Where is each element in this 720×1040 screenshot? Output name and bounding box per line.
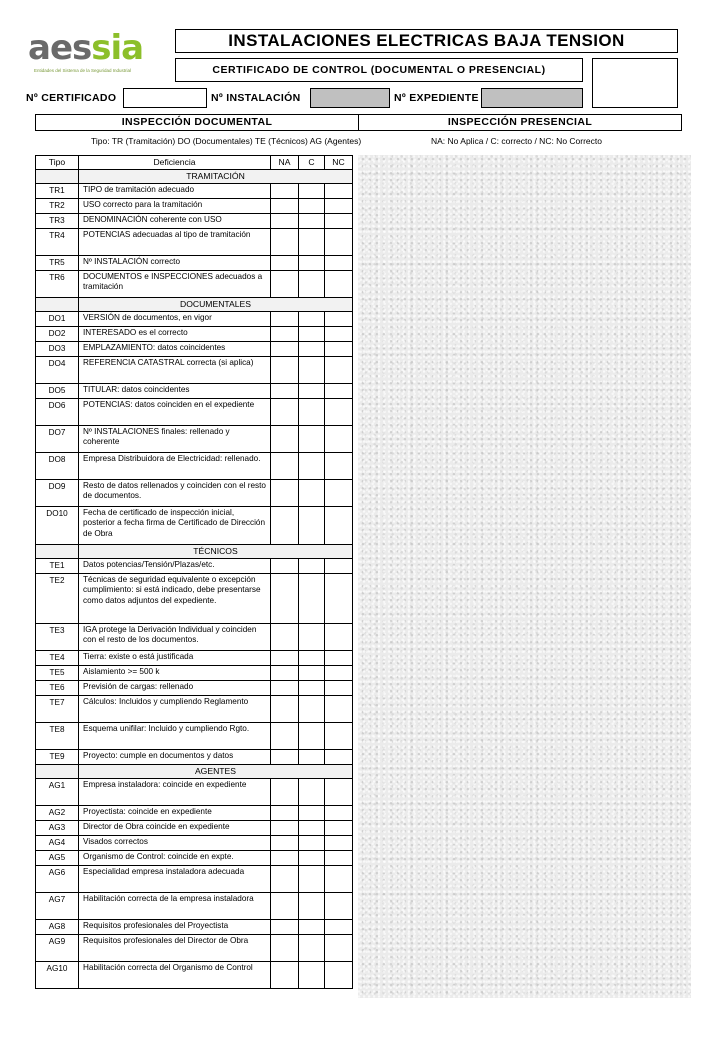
check-cell-na[interactable] bbox=[271, 836, 299, 851]
row-deficiency: Empresa Distribuidora de Electricidad: rellenado. bbox=[79, 453, 271, 480]
check-cell-c[interactable] bbox=[299, 851, 325, 866]
row-deficiency: Requisitos profesionales del Proyectista bbox=[79, 920, 271, 935]
check-cell-nc[interactable] bbox=[325, 199, 353, 214]
inspeccion-documental-header: INSPECCIÓN DOCUMENTAL bbox=[35, 114, 359, 131]
expediente-label: Nº EXPEDIENTE bbox=[394, 92, 479, 104]
row-code: TR2 bbox=[36, 199, 79, 214]
check-cell-nc[interactable] bbox=[325, 962, 353, 989]
table-row bbox=[36, 199, 353, 214]
table-row bbox=[36, 384, 353, 399]
row-deficiency: Previsión de cargas: rellenado bbox=[79, 681, 271, 696]
row-deficiency: TITULAR: datos coincidentes bbox=[79, 384, 271, 399]
check-cell-nc[interactable] bbox=[325, 893, 353, 920]
table-row bbox=[36, 271, 353, 298]
check-cell-na[interactable] bbox=[271, 327, 299, 342]
check-cell-c[interactable] bbox=[299, 806, 325, 821]
table-row bbox=[36, 229, 353, 256]
check-cell-nc[interactable] bbox=[325, 574, 353, 624]
table-row bbox=[36, 480, 353, 507]
check-cell-na[interactable] bbox=[271, 256, 299, 271]
row-code: TR3 bbox=[36, 214, 79, 229]
table-row bbox=[36, 962, 353, 989]
check-cell-c[interactable] bbox=[299, 866, 325, 893]
check-cell-na[interactable] bbox=[271, 962, 299, 989]
col-deficiencia: Deficiencia bbox=[79, 156, 271, 170]
check-cell-c[interactable] bbox=[299, 836, 325, 851]
row-code: TE8 bbox=[36, 723, 79, 750]
check-cell-c[interactable] bbox=[299, 357, 325, 384]
row-code: DO3 bbox=[36, 342, 79, 357]
row-deficiency: VERSIÓN de documentos, en vigor bbox=[79, 312, 271, 327]
table-row bbox=[36, 327, 353, 342]
row-deficiency: POTENCIAS adecuadas al tipo de tramitación bbox=[79, 229, 271, 256]
check-cell-c[interactable] bbox=[299, 453, 325, 480]
row-deficiency: Fecha de certificado de inspección inicial, posterior a fecha firma de Certificado de Dirección de Obra bbox=[79, 507, 271, 545]
check-cell-na[interactable] bbox=[271, 399, 299, 426]
table-row bbox=[36, 559, 353, 574]
check-cell-nc[interactable] bbox=[325, 836, 353, 851]
check-cell-c[interactable] bbox=[299, 214, 325, 229]
logo-tagline: Entidades del Sistema de la Seguridad Industrial bbox=[34, 68, 132, 73]
check-cell-nc[interactable] bbox=[325, 342, 353, 357]
col-nc: NC bbox=[325, 156, 353, 170]
form-subtitle: CERTIFICADO DE CONTROL (DOCUMENTAL O PRESENCIAL) bbox=[175, 58, 583, 82]
table-row bbox=[36, 696, 353, 723]
table-row bbox=[36, 681, 353, 696]
table-row bbox=[36, 893, 353, 920]
check-cell-nc[interactable] bbox=[325, 851, 353, 866]
category-title: TÉCNICOS bbox=[79, 545, 353, 559]
table-row bbox=[36, 624, 353, 651]
check-cell-na[interactable] bbox=[271, 574, 299, 624]
check-cell-c[interactable] bbox=[299, 696, 325, 723]
row-code: TE3 bbox=[36, 624, 79, 651]
check-cell-na[interactable] bbox=[271, 806, 299, 821]
category-title: DOCUMENTALES bbox=[79, 298, 353, 312]
row-deficiency: Proyectista: coincide en expediente bbox=[79, 806, 271, 821]
check-cell-na[interactable] bbox=[271, 866, 299, 893]
table-row bbox=[36, 214, 353, 229]
check-cell-nc[interactable] bbox=[325, 312, 353, 327]
row-deficiency: Habilitación correcta del Organismo de Control bbox=[79, 962, 271, 989]
row-deficiency: Técnicas de seguridad equivalente o excepción cumplimiento: si está indicado, debe presentarse como datos adjuntos del expediente. bbox=[79, 574, 271, 624]
table-row bbox=[36, 836, 353, 851]
check-cell-na[interactable] bbox=[271, 342, 299, 357]
table-row bbox=[36, 357, 353, 384]
check-cell-na[interactable] bbox=[271, 199, 299, 214]
table-row bbox=[36, 256, 353, 271]
row-deficiency: Cálculos: Incluidos y cumpliendo Reglamento bbox=[79, 696, 271, 723]
check-cell-na[interactable] bbox=[271, 851, 299, 866]
check-cell-c[interactable] bbox=[299, 229, 325, 256]
category-blank-cell bbox=[36, 170, 79, 184]
certificado-label: Nº CERTIFICADO bbox=[26, 92, 117, 104]
row-code: AG3 bbox=[36, 821, 79, 836]
table-row bbox=[36, 666, 353, 681]
table-row bbox=[36, 920, 353, 935]
row-code: AG6 bbox=[36, 866, 79, 893]
status-legend: NA: No Aplica / C: correcto / NC: No Correcto bbox=[431, 136, 602, 146]
table-row bbox=[36, 342, 353, 357]
row-code: TE6 bbox=[36, 681, 79, 696]
row-deficiency: INTERESADO es el correcto bbox=[79, 327, 271, 342]
table-category-row bbox=[36, 545, 353, 559]
check-cell-nc[interactable] bbox=[325, 696, 353, 723]
check-cell-c[interactable] bbox=[299, 507, 325, 545]
check-cell-c[interactable] bbox=[299, 574, 325, 624]
table-row bbox=[36, 399, 353, 426]
row-code: AG5 bbox=[36, 851, 79, 866]
check-cell-c[interactable] bbox=[299, 342, 325, 357]
check-cell-na[interactable] bbox=[271, 750, 299, 765]
check-cell-nc[interactable] bbox=[325, 666, 353, 681]
certificado-input[interactable] bbox=[123, 88, 207, 108]
row-deficiency: Habilitación correcta de la empresa instaladora bbox=[79, 893, 271, 920]
check-cell-c[interactable] bbox=[299, 893, 325, 920]
inspeccion-presencial-header: INSPECCIÓN PRESENCIAL bbox=[358, 114, 682, 131]
table-category-row bbox=[36, 298, 353, 312]
check-cell-nc[interactable] bbox=[325, 681, 353, 696]
logo-wordmark: aessia bbox=[28, 28, 144, 68]
row-code: TE7 bbox=[36, 696, 79, 723]
check-cell-c[interactable] bbox=[299, 480, 325, 507]
row-code: TE2 bbox=[36, 574, 79, 624]
table-row bbox=[36, 723, 353, 750]
table-row bbox=[36, 806, 353, 821]
row-code: DO2 bbox=[36, 327, 79, 342]
table-row bbox=[36, 651, 353, 666]
table-row bbox=[36, 507, 353, 545]
row-code: TR5 bbox=[36, 256, 79, 271]
table-row bbox=[36, 426, 353, 453]
check-cell-na[interactable] bbox=[271, 696, 299, 723]
check-cell-nc[interactable] bbox=[325, 271, 353, 298]
check-cell-na[interactable] bbox=[271, 507, 299, 545]
table-row bbox=[36, 453, 353, 480]
col-na: NA bbox=[271, 156, 299, 170]
check-cell-c[interactable] bbox=[299, 681, 325, 696]
check-cell-na[interactable] bbox=[271, 184, 299, 199]
col-tipo: Tipo bbox=[36, 156, 79, 170]
check-cell-c[interactable] bbox=[299, 666, 325, 681]
row-code: TR6 bbox=[36, 271, 79, 298]
check-cell-c[interactable] bbox=[299, 651, 325, 666]
check-cell-na[interactable] bbox=[271, 779, 299, 806]
check-cell-na[interactable] bbox=[271, 935, 299, 962]
row-deficiency: Aislamiento >= 500 k bbox=[79, 666, 271, 681]
check-cell-c[interactable] bbox=[299, 384, 325, 399]
check-cell-nc[interactable] bbox=[325, 507, 353, 545]
check-cell-na[interactable] bbox=[271, 723, 299, 750]
check-cell-c[interactable] bbox=[299, 312, 325, 327]
category-blank-cell bbox=[36, 298, 79, 312]
form-title: INSTALACIONES ELECTRICAS BAJA TENSION bbox=[175, 29, 678, 53]
tipo-legend: Tipo: TR (Tramitación) DO (Documentales) TE (Técnicos) AG (Agentes) bbox=[91, 136, 362, 146]
check-cell-nc[interactable] bbox=[325, 384, 353, 399]
row-deficiency: Especialidad empresa instaladora adecuada bbox=[79, 866, 271, 893]
check-cell-na[interactable] bbox=[271, 453, 299, 480]
check-cell-nc[interactable] bbox=[325, 229, 353, 256]
row-code: DO7 bbox=[36, 426, 79, 453]
check-cell-c[interactable] bbox=[299, 723, 325, 750]
expediente-input[interactable] bbox=[481, 88, 583, 108]
row-code: DO10 bbox=[36, 507, 79, 545]
deficiency-table bbox=[35, 155, 353, 989]
row-deficiency: Datos potencias/Tensión/Plazas/etc. bbox=[79, 559, 271, 574]
col-c: C bbox=[299, 156, 325, 170]
check-cell-nc[interactable] bbox=[325, 426, 353, 453]
check-cell-na[interactable] bbox=[271, 624, 299, 651]
row-code: TE1 bbox=[36, 559, 79, 574]
check-cell-na[interactable] bbox=[271, 312, 299, 327]
category-blank-cell bbox=[36, 765, 79, 779]
table-row bbox=[36, 312, 353, 327]
check-cell-nc[interactable] bbox=[325, 651, 353, 666]
row-deficiency: Empresa instaladora: coincide en expediente bbox=[79, 779, 271, 806]
aessia-logo bbox=[28, 28, 158, 76]
table-header-row bbox=[36, 156, 353, 170]
table-row bbox=[36, 935, 353, 962]
row-deficiency: Requisitos profesionales del Director de Obra bbox=[79, 935, 271, 962]
row-deficiency: Esquema unifilar: Incluido y cumpliendo Rgto. bbox=[79, 723, 271, 750]
row-code: AG9 bbox=[36, 935, 79, 962]
table-row bbox=[36, 779, 353, 806]
check-cell-na[interactable] bbox=[271, 666, 299, 681]
check-cell-na[interactable] bbox=[271, 271, 299, 298]
row-code: AG1 bbox=[36, 779, 79, 806]
check-cell-na[interactable] bbox=[271, 480, 299, 507]
check-cell-na[interactable] bbox=[271, 384, 299, 399]
row-deficiency: USO correcto para la tramitación bbox=[79, 199, 271, 214]
check-cell-c[interactable] bbox=[299, 935, 325, 962]
row-code: AG2 bbox=[36, 806, 79, 821]
row-deficiency: Resto de datos rellenados y coinciden con el resto de documentos. bbox=[79, 480, 271, 507]
table-row bbox=[36, 574, 353, 624]
check-cell-c[interactable] bbox=[299, 779, 325, 806]
check-cell-c[interactable] bbox=[299, 199, 325, 214]
row-code: TR4 bbox=[36, 229, 79, 256]
check-cell-c[interactable] bbox=[299, 821, 325, 836]
check-cell-c[interactable] bbox=[299, 750, 325, 765]
row-code: TE9 bbox=[36, 750, 79, 765]
row-code: TE5 bbox=[36, 666, 79, 681]
check-cell-na[interactable] bbox=[271, 357, 299, 384]
row-deficiency: Visados correctos bbox=[79, 836, 271, 851]
row-code: AG10 bbox=[36, 962, 79, 989]
check-cell-c[interactable] bbox=[299, 426, 325, 453]
category-title: TRAMITACIÓN bbox=[79, 170, 353, 184]
row-deficiency: Nº INSTALACIONES finales: rellenado y coherente bbox=[79, 426, 271, 453]
row-deficiency: Organismo de Control: coincide en expte. bbox=[79, 851, 271, 866]
check-cell-na[interactable] bbox=[271, 893, 299, 920]
row-deficiency: IGA protege la Derivación Individual y coinciden con el resto de los documentos. bbox=[79, 624, 271, 651]
check-cell-nc[interactable] bbox=[325, 750, 353, 765]
check-cell-nc[interactable] bbox=[325, 327, 353, 342]
check-cell-c[interactable] bbox=[299, 327, 325, 342]
check-cell-nc[interactable] bbox=[325, 806, 353, 821]
row-code: AG8 bbox=[36, 920, 79, 935]
check-cell-nc[interactable] bbox=[325, 480, 353, 507]
table-row bbox=[36, 750, 353, 765]
category-title: AGENTES bbox=[79, 765, 353, 779]
row-code: DO4 bbox=[36, 357, 79, 384]
row-code: DO8 bbox=[36, 453, 79, 480]
check-cell-c[interactable] bbox=[299, 184, 325, 199]
check-cell-nc[interactable] bbox=[325, 357, 353, 384]
check-cell-na[interactable] bbox=[271, 681, 299, 696]
instalacion-label: Nº INSTALACIÓN bbox=[211, 92, 301, 104]
row-deficiency: DENOMINACIÓN coherente con USO bbox=[79, 214, 271, 229]
category-blank-cell bbox=[36, 545, 79, 559]
instalacion-input[interactable] bbox=[310, 88, 390, 108]
table-category-row bbox=[36, 765, 353, 779]
row-code: DO1 bbox=[36, 312, 79, 327]
check-cell-c[interactable] bbox=[299, 920, 325, 935]
check-cell-c[interactable] bbox=[299, 256, 325, 271]
table-row bbox=[36, 821, 353, 836]
check-cell-nc[interactable] bbox=[325, 624, 353, 651]
row-deficiency: EMPLAZAMIENTO: datos coincidentes bbox=[79, 342, 271, 357]
check-cell-nc[interactable] bbox=[325, 920, 353, 935]
check-cell-nc[interactable] bbox=[325, 453, 353, 480]
row-deficiency: Tierra: existe o está justificada bbox=[79, 651, 271, 666]
check-cell-nc[interactable] bbox=[325, 256, 353, 271]
check-cell-na[interactable] bbox=[271, 229, 299, 256]
check-cell-c[interactable] bbox=[299, 399, 325, 426]
table-row bbox=[36, 866, 353, 893]
check-cell-na[interactable] bbox=[271, 920, 299, 935]
row-code: TR1 bbox=[36, 184, 79, 199]
check-cell-nc[interactable] bbox=[325, 821, 353, 836]
row-code: DO9 bbox=[36, 480, 79, 507]
row-deficiency: POTENCIAS: datos coinciden en el expediente bbox=[79, 399, 271, 426]
row-deficiency: DOCUMENTOS e INSPECCIONES adecuados a tramitación bbox=[79, 271, 271, 298]
table-category-row bbox=[36, 170, 353, 184]
row-code: DO6 bbox=[36, 399, 79, 426]
check-cell-na[interactable] bbox=[271, 426, 299, 453]
presencial-inspection-area bbox=[358, 155, 691, 998]
check-cell-c[interactable] bbox=[299, 271, 325, 298]
table-row bbox=[36, 851, 353, 866]
check-cell-nc[interactable] bbox=[325, 184, 353, 199]
check-cell-c[interactable] bbox=[299, 559, 325, 574]
row-deficiency: Director de Obra coincide en expediente bbox=[79, 821, 271, 836]
check-cell-na[interactable] bbox=[271, 214, 299, 229]
check-cell-c[interactable] bbox=[299, 962, 325, 989]
stamp-box[interactable] bbox=[592, 58, 678, 108]
row-deficiency: Nº INSTALACIÓN correcto bbox=[79, 256, 271, 271]
check-cell-na[interactable] bbox=[271, 651, 299, 666]
row-deficiency: TIPO de tramitación adecuado bbox=[79, 184, 271, 199]
row-deficiency: Proyecto: cumple en documentos y datos bbox=[79, 750, 271, 765]
check-cell-nc[interactable] bbox=[325, 723, 353, 750]
check-cell-nc[interactable] bbox=[325, 779, 353, 806]
row-code: AG4 bbox=[36, 836, 79, 851]
check-cell-nc[interactable] bbox=[325, 935, 353, 962]
check-cell-nc[interactable] bbox=[325, 399, 353, 426]
table-row bbox=[36, 184, 353, 199]
row-code: TE4 bbox=[36, 651, 79, 666]
row-code: DO5 bbox=[36, 384, 79, 399]
row-deficiency: REFERENCIA CATASTRAL correcta (si aplica) bbox=[79, 357, 271, 384]
check-cell-nc[interactable] bbox=[325, 214, 353, 229]
check-cell-na[interactable] bbox=[271, 559, 299, 574]
check-cell-na[interactable] bbox=[271, 821, 299, 836]
check-cell-nc[interactable] bbox=[325, 559, 353, 574]
check-cell-nc[interactable] bbox=[325, 866, 353, 893]
check-cell-c[interactable] bbox=[299, 624, 325, 651]
row-code: AG7 bbox=[36, 893, 79, 920]
